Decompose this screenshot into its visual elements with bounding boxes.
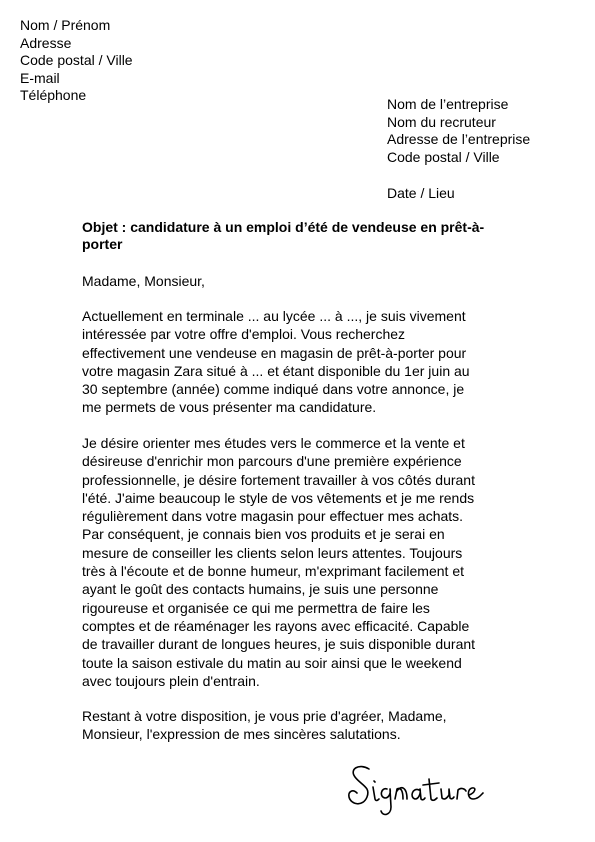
recipient-recruiter: Nom du recruteur (387, 113, 496, 130)
sender-postal-city: Code postal / Ville (20, 52, 133, 68)
paragraph-line: très à l'écoute et de bonne humeur, m'exprimant facilement et (82, 563, 464, 580)
paragraph-line: désireuse d'enrichir mon parcours d'une première expérience (82, 453, 462, 470)
paragraph-line: 30 septembre (année) comme indiqué dans votre annonce, je (82, 381, 465, 398)
paragraph-1 (82, 307, 470, 417)
paragraph-line: professionnelle, je désire fortement travailler à vos côtés durant (82, 471, 475, 488)
paragraph-line: toute la saison estivale du matin au soir ainsi que le weekend (82, 654, 462, 671)
paragraph-line: Je désire orienter mes études vers le commerce et la vente et (82, 435, 465, 451)
recipient-company: Nom de l’entreprise (387, 96, 509, 112)
date-place: Date / Lieu (387, 185, 455, 201)
sender-name: Nom / Prénom (20, 17, 111, 33)
paragraph-line: mesure de conseiller les clients selon leurs attentes. Toujours (82, 544, 463, 561)
sender-email: E-mail (20, 69, 60, 86)
sender-address: Adresse (20, 34, 72, 51)
paragraph-line: ayant le goût des contacts humains, je suis une personne (82, 581, 439, 598)
paragraph-line: régulièrement dans votre magasin pour effectuer mes achats. (82, 508, 464, 525)
paragraph-line: effectivement une vendeuse en magasin de prêt-à-porter pour (82, 344, 467, 361)
paragraph-line: Monsieur, l'expression de mes sincères salutations. (82, 726, 401, 743)
letter-subject: Objet : candidature à un emploi d’été de vendeuse en prêt-à-porter (82, 219, 485, 252)
paragraph-line: Par conséquent, je connais bien vos produits et je serai en (82, 526, 445, 543)
paragraph-line: Restant à votre disposition, je vous prie d'agréer, Madame, (82, 708, 447, 724)
recipient-postal-city: Code postal / Ville (387, 148, 500, 165)
paragraph-line: rigoureuse et organisée ce qui me permettra de faire les (82, 599, 430, 616)
paragraph-line: de travailler durant de longues heures, je suis disponible durant (82, 636, 476, 653)
handwritten-signature (345, 757, 495, 827)
paragraph-line: l'été. J'aime beaucoup le style de vos vêtements et je me rends (82, 489, 475, 506)
recipient-address: Adresse de l’entreprise (387, 131, 531, 147)
paragraph-line: Actuellement en terminale ... au lycée ... à ..., je suis vivement (82, 308, 466, 324)
paragraph-line: me permets de vous présenter ma candidature. (82, 399, 377, 416)
sender-phone: Téléphone (20, 87, 87, 103)
paragraph-2 (82, 434, 475, 690)
recipient-block (387, 96, 530, 166)
paragraph-3 (82, 707, 447, 744)
sender-block (20, 17, 133, 105)
greeting: Madame, Monsieur, (82, 273, 205, 289)
paragraph-line: votre magasin Zara situé à ... et étant disponible du 1er juin au (82, 362, 470, 379)
paragraph-line: avec toujours plein d'entrain. (82, 672, 260, 689)
paragraph-line: intéressée par votre offre d'emploi. Vous recherchez (82, 326, 406, 343)
paragraph-line: comptes et de réaménager les rayons avec efficacité. Capable (82, 617, 470, 634)
